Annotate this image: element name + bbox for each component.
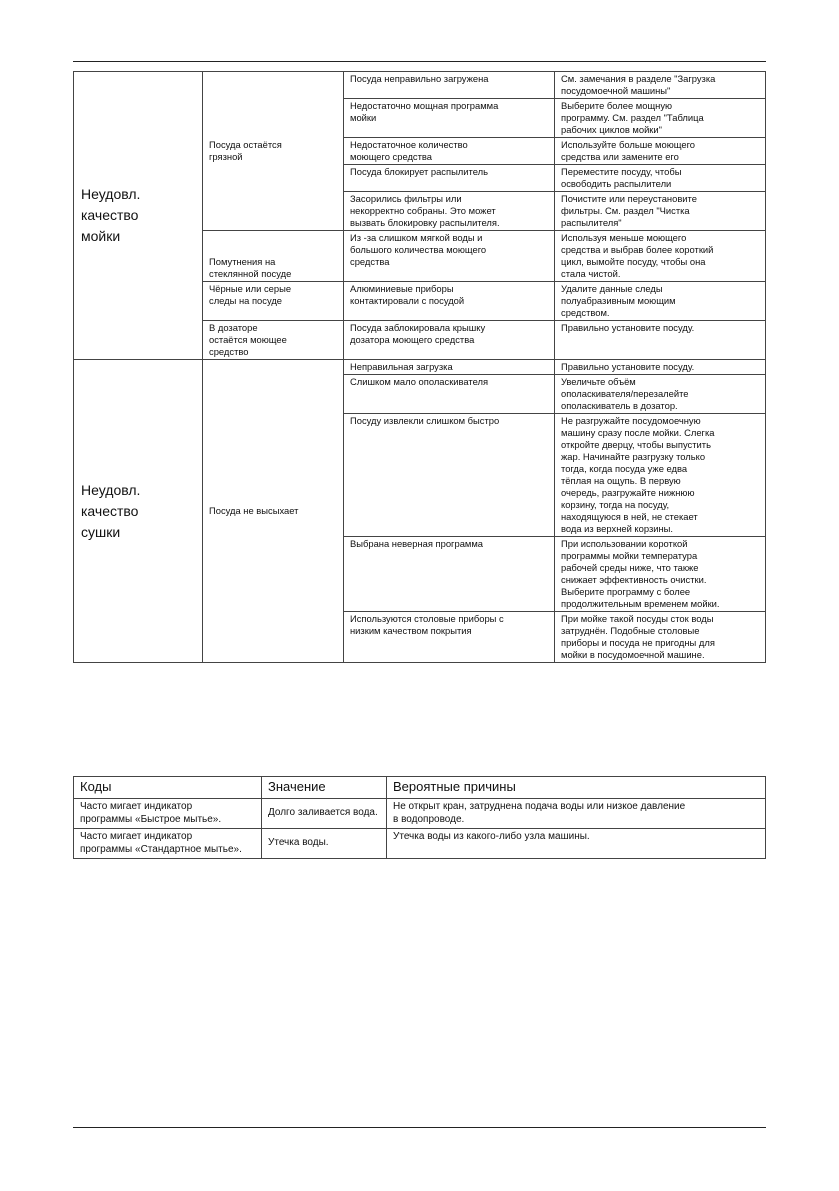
cause-cell-line: Алюминиевые приборы xyxy=(350,283,454,294)
symptom-cell-line: стеклянной посуде xyxy=(209,268,292,279)
problem-category-line: мойки xyxy=(81,228,121,244)
cause-cell-line: Недостаточное количество xyxy=(350,139,468,150)
solution-cell xyxy=(555,231,766,282)
symptom-cell-line: остаётся моющее xyxy=(209,334,287,345)
problem-category-line: качество xyxy=(81,502,139,519)
cause-cell-line: Используются столовые приборы с xyxy=(350,613,504,624)
cause-cell xyxy=(344,165,555,192)
table-row xyxy=(74,360,766,375)
solution-cell xyxy=(555,72,766,99)
cause-cell-line: Посуду извлекли слишком быстро xyxy=(350,415,500,426)
symptom-cell-line: Посуда не высыхает xyxy=(209,505,299,516)
cause-cell-line: Выбрана неверная программа xyxy=(350,538,484,549)
solution-cell-line: полуабразивным моющим xyxy=(561,295,676,306)
problem-category-line: Неудовл. xyxy=(81,481,141,498)
cause-cell-line: Засорились фильтры или xyxy=(350,193,462,204)
cause-cell xyxy=(344,537,555,612)
problem-category-line: качество xyxy=(81,207,139,223)
symptom-cell-line: В дозаторе xyxy=(209,322,258,333)
solution-cell-line: вода из верхней корзины. xyxy=(561,523,674,534)
solution-cell-line: продолжительным временем мойки. xyxy=(561,598,720,609)
solution-cell xyxy=(555,360,766,375)
codes-header-meaning: Значение xyxy=(262,777,387,799)
solution-cell xyxy=(555,375,766,414)
codes-body xyxy=(74,799,766,859)
symptom-cell-line: Помутнения на xyxy=(209,256,276,267)
solution-cell-line: рабочих циклов мойки" xyxy=(561,124,662,135)
solution-cell-line: Выберите более мощную xyxy=(561,100,673,111)
probable-cause-cell-line: Не открыт кран, затруднена подача воды или низкое давление xyxy=(393,801,686,812)
cause-cell xyxy=(344,72,555,99)
solution-cell xyxy=(555,165,766,192)
symptom-cell xyxy=(203,231,344,282)
solution-cell-line: рабочей среды ниже, что также xyxy=(561,562,699,573)
solution-cell-line: корзину, тогда на посуду, xyxy=(561,499,670,510)
codes-header-code: Коды xyxy=(74,777,262,799)
solution-cell-line: фильтры. См. раздел "Чистка xyxy=(561,205,690,216)
code-cell xyxy=(74,829,262,859)
solution-cell-line: откройте дверцу, чтобы выпустить xyxy=(561,439,711,450)
footer-rule xyxy=(73,1127,766,1128)
cause-cell-line: средства xyxy=(350,256,390,267)
symptom-cell-line: средство xyxy=(209,346,249,357)
symptom-cell-line: следы на посуде xyxy=(209,295,283,306)
cause-cell-line: мойки xyxy=(350,112,377,123)
cause-cell-line: некорректно собраны. Это может xyxy=(350,205,496,216)
solution-cell-line: Почистите или переустановите xyxy=(561,193,697,204)
cause-cell xyxy=(344,231,555,282)
symptom-cell xyxy=(203,282,344,321)
symptom-cell xyxy=(203,72,344,231)
symptom-cell-line: Посуда остаётся xyxy=(209,139,282,150)
cause-cell-line: контактировали с посудой xyxy=(350,295,465,306)
solution-cell-line: Правильно установите посуду. xyxy=(561,322,695,333)
codes-header-causes: Вероятные причины xyxy=(387,777,766,799)
solution-cell-line: тёплая на ощупь. В первую xyxy=(561,475,681,486)
code-cell-line: программы «Стандартное мытье». xyxy=(80,843,242,855)
solution-cell xyxy=(555,192,766,231)
solution-cell-line: средства или замените его xyxy=(561,151,679,162)
solution-cell-line: очередь, разгружайте нижнюю xyxy=(561,487,695,498)
solution-cell-line: Переместите посуду, чтобы xyxy=(561,166,682,177)
solution-cell-line: посудомоечной машины" xyxy=(561,85,671,96)
symptom-cell-line: Чёрные или серые xyxy=(209,283,292,294)
cause-cell-line: Посуда заблокировала крышку xyxy=(350,322,486,333)
table-row xyxy=(74,72,766,99)
solution-cell-line: мойки в посудомоечной машине. xyxy=(561,649,705,660)
code-cell-line: Часто мигает индикатор xyxy=(80,801,193,812)
solution-cell-line: Увеличьте объём xyxy=(561,376,636,387)
cause-cell-line: Недостаточно мощная программа xyxy=(350,100,499,111)
codes-header-row xyxy=(74,777,766,799)
probable-cause-cell xyxy=(387,829,766,859)
code-cell-line: Часто мигает индикатор xyxy=(80,831,193,842)
header-rule xyxy=(73,61,766,62)
cause-cell xyxy=(344,99,555,138)
problem-category-line: Неудовл. xyxy=(81,186,141,202)
cause-cell xyxy=(344,612,555,663)
solution-cell xyxy=(555,612,766,663)
solution-cell-line: При мойке такой посуды сток воды xyxy=(561,613,714,624)
solution-cell-line: ополаскиватель в дозатор. xyxy=(561,400,678,411)
cause-cell-line: низким качеством покрытия xyxy=(350,625,472,636)
symptom-cell xyxy=(203,360,344,663)
troubleshooting-body xyxy=(74,72,766,663)
meaning-cell: Утечка воды. xyxy=(262,829,387,859)
solution-cell-line: Выберите программу с более xyxy=(561,586,691,597)
solution-cell-line: приборы и посуда не пригодны для xyxy=(561,637,715,648)
cause-cell-line: Слишком мало ополаскивателя xyxy=(350,376,489,387)
solution-cell-line: программы мойки температура xyxy=(561,550,698,561)
cause-cell xyxy=(344,192,555,231)
solution-cell-line: ополаскивателя/перезалейте xyxy=(561,388,689,399)
solution-cell xyxy=(555,99,766,138)
table-row xyxy=(74,829,766,859)
symptom-cell xyxy=(203,321,344,360)
solution-cell-line: средством. xyxy=(561,307,610,318)
probable-cause-cell xyxy=(387,799,766,829)
solution-cell xyxy=(555,138,766,165)
solution-cell-line: распылителя" xyxy=(561,217,622,228)
troubleshooting-table xyxy=(73,71,766,663)
solution-cell xyxy=(555,321,766,360)
solution-cell-line: См. замечания в разделе "Загрузка xyxy=(561,73,716,84)
cause-cell-line: Посуда блокирует распылитель xyxy=(350,166,488,177)
solution-cell-line: снижает эффективность очистки. xyxy=(561,574,707,585)
solution-cell-line: находящуюся в ней, не стекает xyxy=(561,511,698,522)
solution-cell-line: Правильно установите посуду. xyxy=(561,361,695,372)
cause-cell xyxy=(344,360,555,375)
solution-cell-line: машину сразу после мойки. Слегка xyxy=(561,427,715,438)
solution-cell-line: жар. Начинайте разгрузку только xyxy=(561,451,706,462)
solution-cell-line: цикл, вымойте посуду, чтобы она xyxy=(561,256,706,267)
solution-cell-line: Используйте больше моющего xyxy=(561,139,695,150)
solution-cell-line: затруднён. Подобные столовые xyxy=(561,625,700,636)
problem-category-line: сушки xyxy=(81,523,121,540)
solution-cell-line: программу. См. раздел "Таблица xyxy=(561,112,704,123)
code-cell-line: программы «Быстрое мытье». xyxy=(80,813,222,825)
cause-cell xyxy=(344,414,555,537)
code-cell xyxy=(74,799,262,829)
solution-cell-line: При использовании короткой xyxy=(561,538,688,549)
cause-cell-line: большого количества моющего xyxy=(350,244,487,255)
cause-cell-line: вызвать блокировку распылителя. xyxy=(350,217,500,228)
solution-cell-line: Удалите данные следы xyxy=(561,283,663,294)
cause-cell xyxy=(344,138,555,165)
solution-cell xyxy=(555,414,766,537)
cause-cell xyxy=(344,321,555,360)
solution-cell-line: Используя меньше моющего xyxy=(561,232,687,243)
solution-cell-line: средства и выбрав более короткий xyxy=(561,244,714,255)
solution-cell xyxy=(555,537,766,612)
solution-cell-line: стала чистой. xyxy=(561,268,621,279)
cause-cell xyxy=(344,375,555,414)
solution-cell xyxy=(555,282,766,321)
cause-cell-line: Посуда неправильно загружена xyxy=(350,73,489,84)
cause-cell-line: Неправильная загрузка xyxy=(350,361,453,372)
symptom-cell-line: грязной xyxy=(209,151,243,162)
meaning-cell: Долго заливается вода. xyxy=(262,799,387,829)
probable-cause-cell-line: в водопроводе. xyxy=(393,813,465,825)
problem-category xyxy=(74,72,203,360)
solution-cell-line: тогда, когда посуда уже едва xyxy=(561,463,688,474)
problem-category xyxy=(74,360,203,663)
error-codes-table xyxy=(73,776,766,859)
cause-cell xyxy=(344,282,555,321)
table-row xyxy=(74,799,766,829)
solution-cell-line: Не разгружайте посудомоечную xyxy=(561,415,701,426)
cause-cell-line: дозатора моющего средства xyxy=(350,334,475,345)
cause-cell-line: Из -за слишком мягкой воды и xyxy=(350,232,483,243)
probable-cause-cell-line: Утечка воды из какого-либо узла машины. xyxy=(393,831,590,842)
solution-cell-line: освободить распылители xyxy=(561,178,672,189)
cause-cell-line: моющего средства xyxy=(350,151,432,162)
